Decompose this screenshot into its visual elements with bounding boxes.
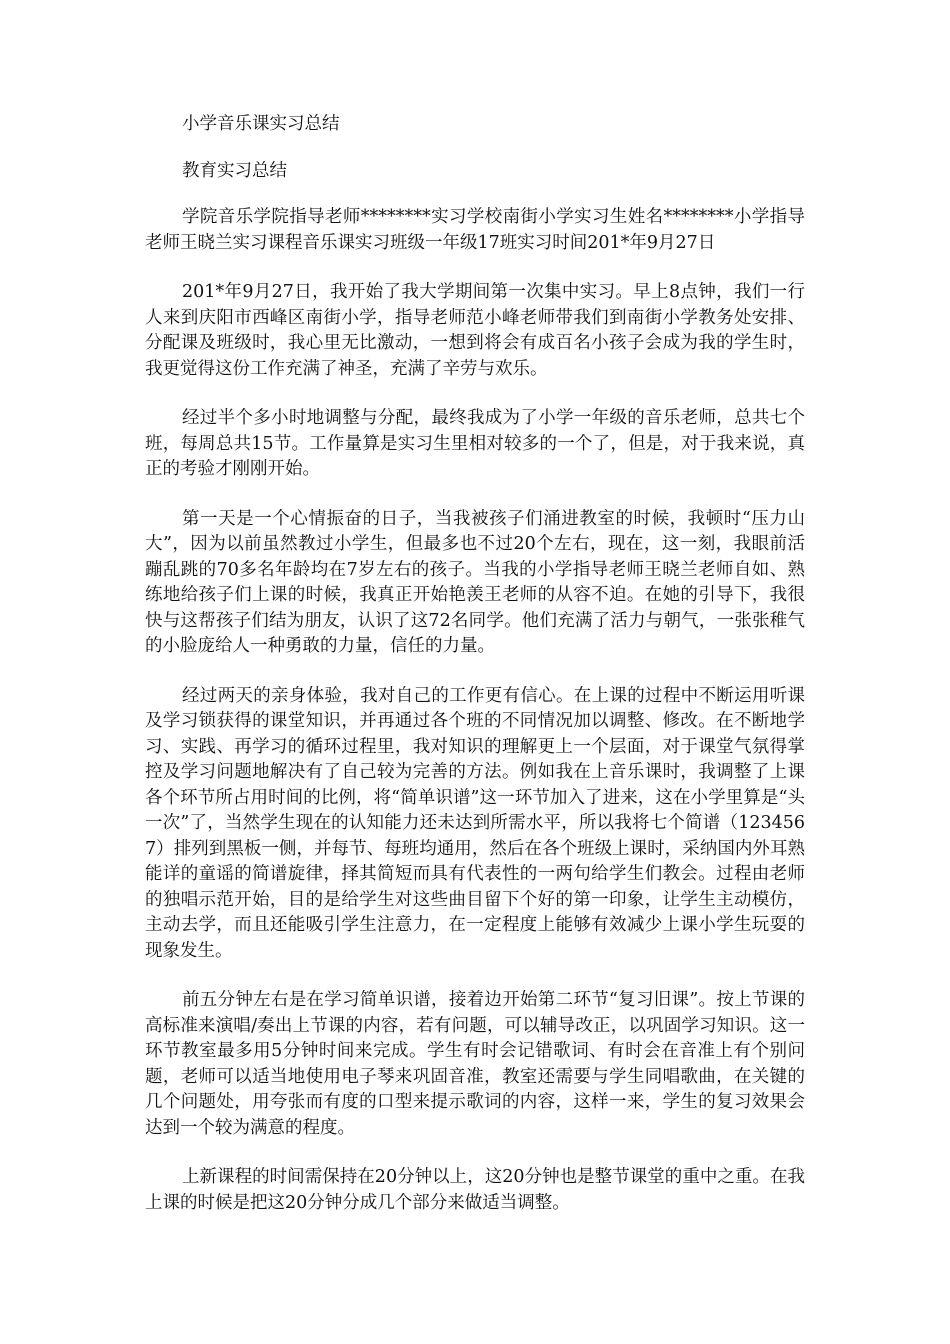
body-paragraph-1: 201*年9月27日，我开始了我大学期间第一次集中实习。早上8点钟，我们一行人来到庆阳市西峰区南街小学，指导老师范小峰老师带我们到南街小学教务处安排、分配课及班级时，我心里无比激动，一想到将会有成百名小孩子会成为我的学生时，我更觉得这份工作充满了神圣，充满了辛劳与欢乐。 [145,282,805,379]
document-title: 小学音乐课实习总结 [182,114,340,134]
body-paragraph-5: 前五分钟左右是在学习简单识谱，接着边开始第二环节“复习旧课”。按上节课的高标准来演唱/奏出上节课的内容，若有问题，可以辅导改正，以巩固学习知识。这一环节教室最多用5分钟时间来完成。学生有时会记错歌词、有时会在音准上有个别问题，老师可以适当地使用电子琴来巩固音准，教室还需要与学生同唱歌曲，在关键的几个问题处，用夸张而有度的口型来提示歌词的内容，这样一来，学生的复习效果会达到一个较为满意的程度。 [145,990,805,1138]
body-paragraph-6: 上新课程的时间需保持在20分钟以上，这20分钟也是整节课堂的重中之重。在我上课的时候是把这20分钟分成几个部分来做适当调整。 [145,1167,805,1213]
body-paragraph-4: 经过两天的亲身体验，我对自己的工作更有信心。在上课的过程中不断运用听课及学习锁获得的课堂知识，并再通过各个班的不同情况加以调整、修改。在不断地学习、实践、再学习的循环过程里，我对知识的理解更上一个层面，对于课堂气氛得掌控及学习问题地解决有了自己较为完善的方法。例如我在上音乐课时，我调整了上课各个环节所占用时间的比例，将“简单识谱”这一环节加入了进来，这在小学里算是“头一次”了，当然学生现在的认知能力还未达到所需水平，所以我将七个简谱（1234567）排列到黑板一侧，并每节、每班均通用，然后在各个班级上课时，采纳国内外耳熟能详的童谣的简谱旋律，择其简短而具有代表性的一两句给学生们教会。过程由老师的独唱示范开始，目的是给学生对这些曲目留下个好的第一印象，让学生主动模仿，主动去学，而且还能吸引学生注意力，在一定程度上能够有效减少上课小学生玩耍的现象发生。 [145,685,805,961]
document-subtitle: 教育实习总结 [182,160,287,181]
document-page [145,112,805,1240]
body-paragraph-3: 第一天是一个心情振奋的日子，当我被孩子们涌进教室的时候，我顿时“压力山大”，因为以前虽然教过小学生，但最多也不过20个左右，现在，这一刻，我眼前活蹦乱跳的70多名年龄均在7岁左右的孩子。当我的小学指导老师王晓兰老师自如、熟练地给孩子们上课的时候，我真正开始艳羡王老师的从容不迫。在她的引导下，我很快与这帮孩子们结为朋友，认识了这72名同学。他们充满了活力与朝气，一张张稚气的小脸庞给人一种勇敢的力量，信任的力量。 [145,508,805,656]
body-paragraph-2: 经过半个多小时地调整与分配，最终我成为了小学一年级的音乐老师，总共七个班，每周总共15节。工作量算是实习生里相对较多的一个了，但是，对于我来说，真正的考验才刚刚开始。 [145,408,805,479]
info-paragraph: 学院音乐学院指导老师********实习学校南街小学实习生姓名********小学指导老师王晓兰实习课程音乐课实习班级一年级17班实习时间201*年9月27日 [145,207,805,253]
